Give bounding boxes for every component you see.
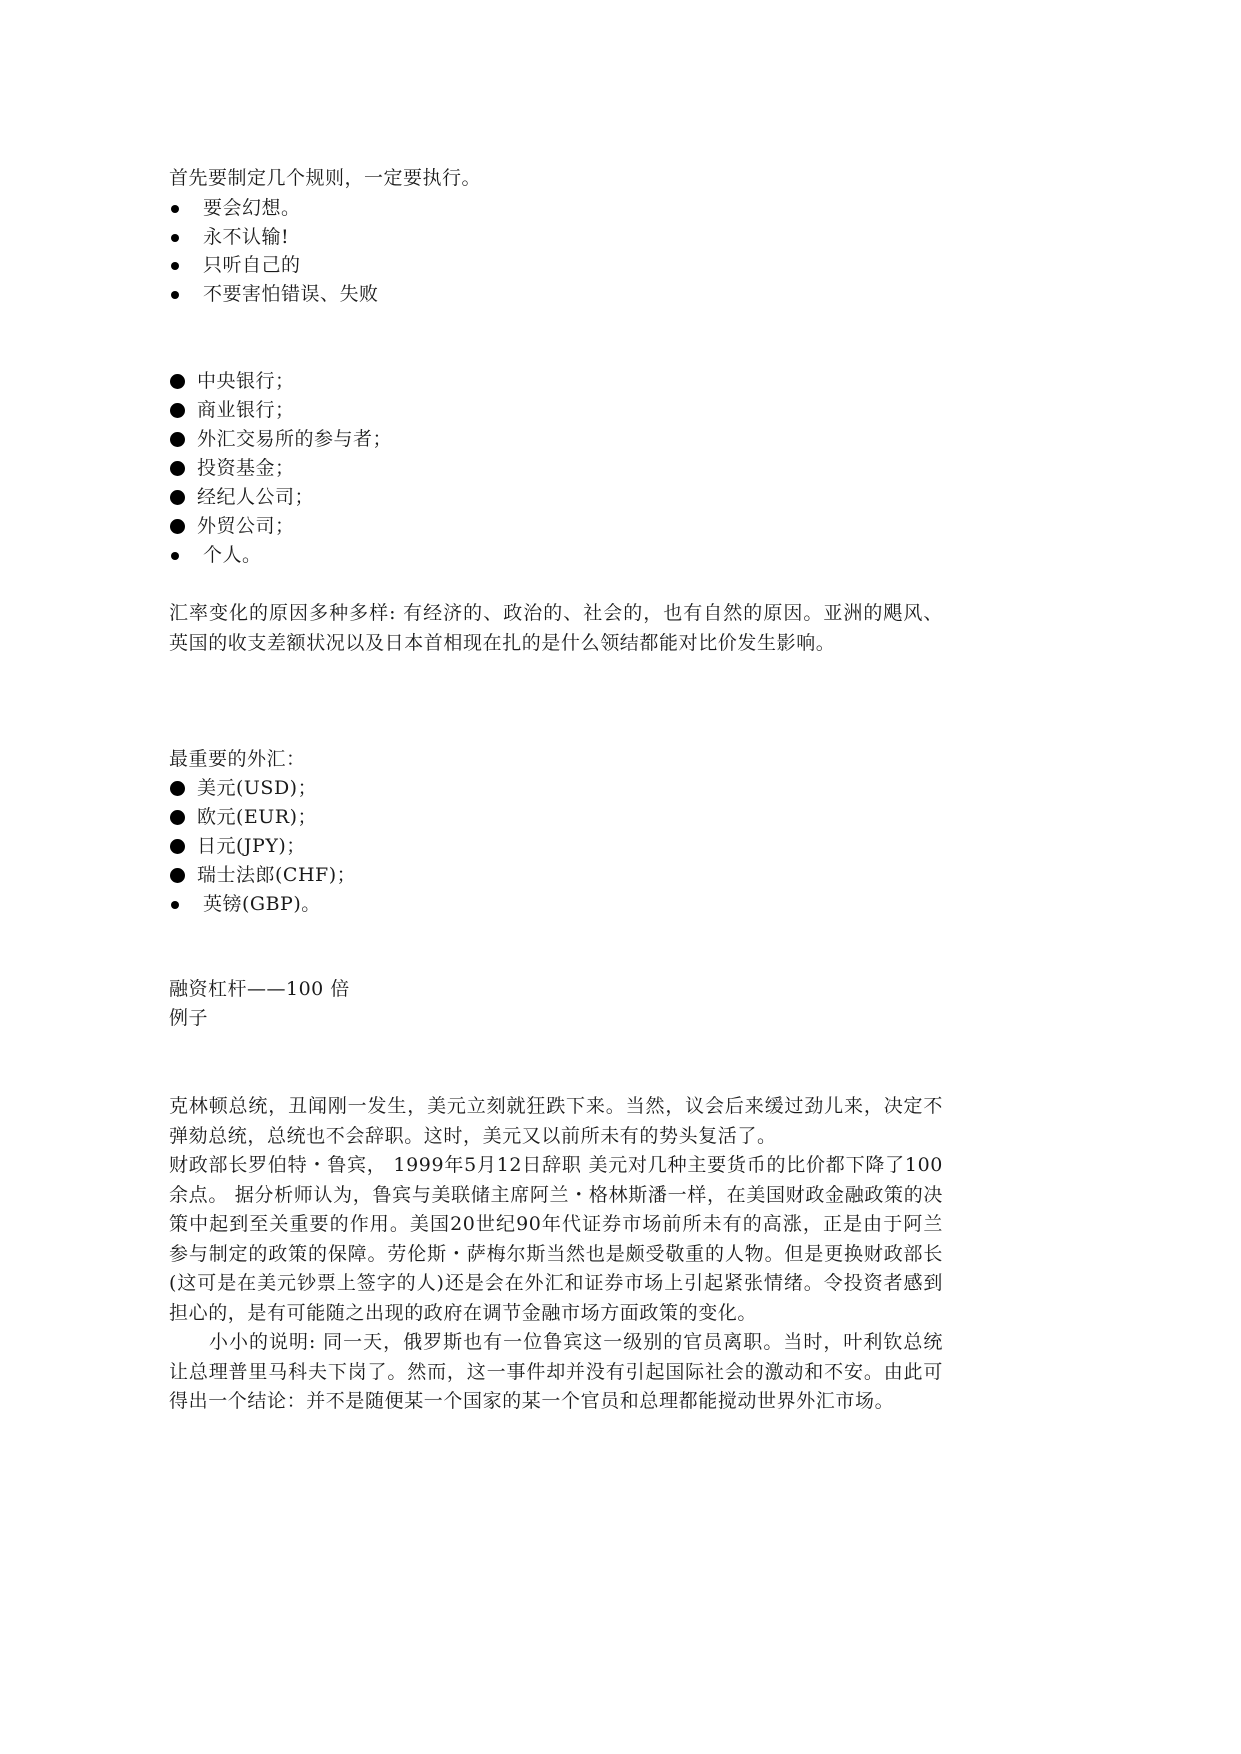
currencies-heading: 最重要的外汇： xyxy=(169,748,306,770)
rubin-paragraph: 财政部长罗伯特・鲁宾， 1999年5月12日辞职 美元对几种主要货币的比价都下降了100余点。 据分析师认为，鲁宾与美联储主席阿兰・格林斯潘一样，在美国财政金融政策的决策中起到至关重要的作用。美国20世纪90年代证券市场前所未有的高涨，正是由于阿兰参与制定的政策的保障。劳伦斯・萨梅尔斯当然也是颇受敬重的人物。但是更换财政部长(这可是在美元钞票上签字的人)还是会在外汇和证券市场上引起紧张情绪。令投资者感到担心的，是有可能随之出现的政府在调节金融市场方面政策的变化。 xyxy=(169,1154,943,1324)
note-paragraph: 小小的说明: 同一天，俄罗斯也有一位鲁宾这一级别的官员离职。当时，叶利钦总统让总理普里马科夫下岗了。然而，这一事件却并没有引起国际社会的激动和不安。由此可得出一个结论：并不是随便某一个国家的某一个官员和总理都能搅动世界外汇市场。 xyxy=(169,1331,943,1412)
list-item-text: 美元(USD)； xyxy=(197,777,318,799)
clinton-paragraph: 克林顿总统，丑闻刚一发生，美元立刻就狂跌下来。当然，议会后来缓过劲儿来，决定不弹劾总统，总统也不会辞职。这时，美元又以前所未有的势头复活了。 xyxy=(169,1095,943,1147)
list-item-text: 欧元(EUR)； xyxy=(197,806,318,828)
bullet-icon xyxy=(171,205,179,213)
bullet-icon xyxy=(170,490,185,505)
bullet-icon xyxy=(170,868,185,883)
bullet-icon xyxy=(171,262,179,270)
list-item-text: 投资基金； xyxy=(197,457,295,479)
bullet-icon xyxy=(170,810,185,825)
bullet-icon xyxy=(170,403,185,418)
list-item-text: 瑞士法郎(CHF)； xyxy=(197,864,357,886)
list-item-text: 外汇交易所的参与者； xyxy=(197,428,393,450)
paragraph-text: 汇率变化的原因多种多样: 有经济的、政治的、社会的，也有自然的原因。亚洲的飓风、英国的收支差额状况以及日本首相现在扎的是什么领结都能对比价发生影响。 xyxy=(169,602,943,654)
list-item-text: 英镑(GBP)。 xyxy=(203,893,321,915)
bullet-icon xyxy=(170,839,185,854)
list-item-text: 不要害怕错误、失败 xyxy=(203,283,379,305)
rate-change-paragraph xyxy=(169,599,943,658)
list-item-text: 商业银行； xyxy=(197,399,295,421)
bullet-icon xyxy=(170,374,185,389)
bullet-icon xyxy=(171,234,179,242)
bullet-icon xyxy=(171,901,179,909)
bullet-icon xyxy=(170,432,185,447)
example-label: 例子 xyxy=(169,1007,209,1029)
list-item-text: 只听自己的 xyxy=(203,254,301,276)
bullet-icon xyxy=(170,461,185,476)
example-paragraphs xyxy=(169,1092,943,1417)
list-item-text: 中央银行； xyxy=(197,370,295,392)
list-item-text: 要会幻想。 xyxy=(203,197,301,219)
list-item-text: 个人。 xyxy=(203,544,262,566)
leverage-heading: 融资杠杆——100 倍 xyxy=(169,978,350,1000)
bullet-icon xyxy=(171,552,179,560)
list-item-text: 外贸公司； xyxy=(197,515,295,537)
list-item-text: 日元(JPY)； xyxy=(197,835,306,857)
list-item-text: 永不认输! xyxy=(203,226,290,248)
bullet-icon xyxy=(170,519,185,534)
bullet-icon xyxy=(171,291,179,299)
rules-intro: 首先要制定几个规则，一定要执行。 xyxy=(169,167,482,189)
list-item-text: 经纪人公司； xyxy=(197,486,315,508)
bullet-icon xyxy=(170,781,185,796)
